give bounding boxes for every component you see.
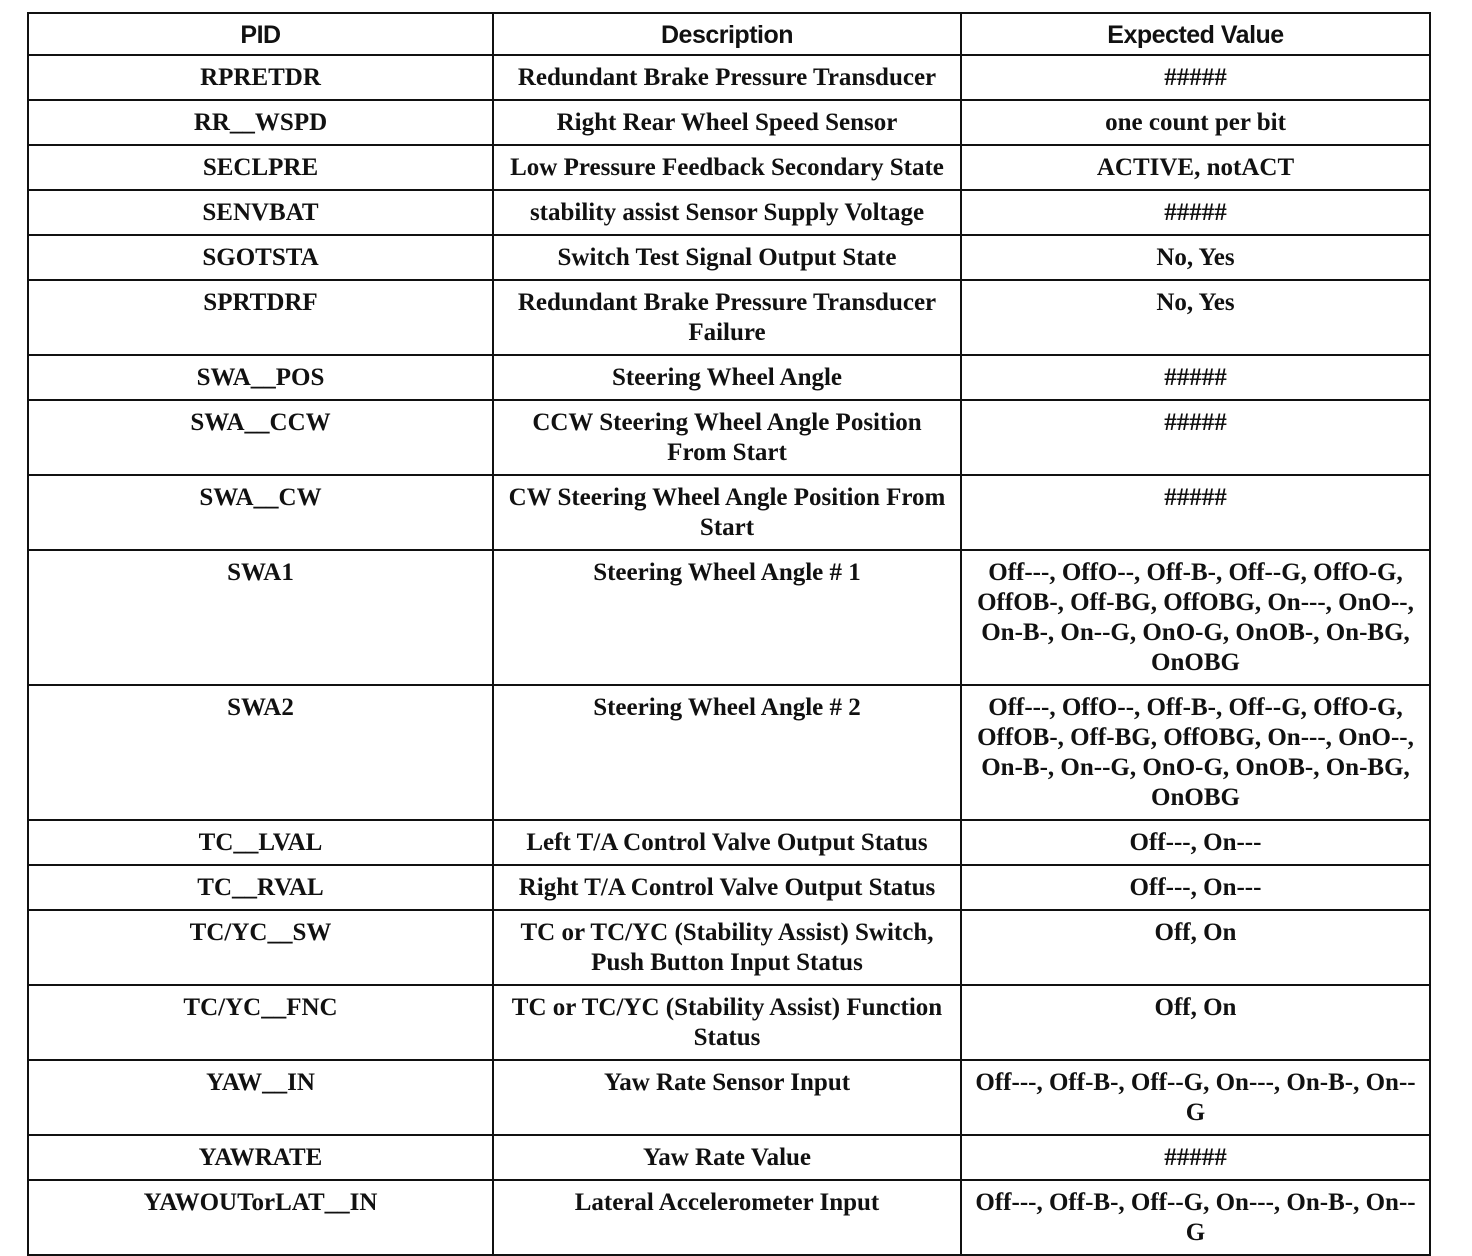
description-cell: Right T/A Control Valve Output Status	[493, 865, 961, 910]
table-row	[28, 1135, 1430, 1180]
expected-value-cell: #####	[961, 55, 1430, 100]
table-row	[28, 685, 1430, 820]
expected-value-cell: #####	[961, 475, 1430, 550]
pid-cell: SENVBAT	[28, 190, 493, 235]
expected-value-cell: Off---, Off-B-, Off--G, On---, On-B-, On--G	[961, 1180, 1430, 1255]
expected-value-cell: Off---, On---	[961, 820, 1430, 865]
description-cell: stability assist Sensor Supply Voltage	[493, 190, 961, 235]
description-cell: CW Steering Wheel Angle Position From Start	[493, 475, 961, 550]
expected-value-cell: Off---, OffO--, Off-B-, Off--G, OffO-G, OffOB-, Off-BG, OffOBG, On---, OnO--, On-B-, On--G, OnO-G, OnOB-, On-BG, OnOBG	[961, 550, 1430, 685]
pid-cell: RPRETDR	[28, 55, 493, 100]
table-row	[28, 100, 1430, 145]
table-row	[28, 55, 1430, 100]
table-row	[28, 985, 1430, 1060]
description-cell: Low Pressure Feedback Secondary State	[493, 145, 961, 190]
description-cell: Redundant Brake Pressure Transducer	[493, 55, 961, 100]
pid-cell: SWA1	[28, 550, 493, 685]
table-row	[28, 1180, 1430, 1255]
pid-cell: SWA__POS	[28, 355, 493, 400]
pid-cell: TC__RVAL	[28, 865, 493, 910]
expected-value-cell: No, Yes	[961, 235, 1430, 280]
header-expected-value: Expected Value	[961, 13, 1430, 55]
pid-cell: YAWOUTorLAT__IN	[28, 1180, 493, 1255]
expected-value-cell: Off---, Off-B-, Off--G, On---, On-B-, On--G	[961, 1060, 1430, 1135]
description-cell: TC or TC/YC (Stability Assist) Switch, Push Button Input Status	[493, 910, 961, 985]
description-cell: Yaw Rate Value	[493, 1135, 961, 1180]
pid-cell: SECLPRE	[28, 145, 493, 190]
header-row	[28, 13, 1430, 55]
description-cell: Switch Test Signal Output State	[493, 235, 961, 280]
pid-cell: SWA__CW	[28, 475, 493, 550]
table-row	[28, 190, 1430, 235]
description-cell: Steering Wheel Angle # 2	[493, 685, 961, 820]
pid-cell: YAW__IN	[28, 1060, 493, 1135]
table-row	[28, 910, 1430, 985]
pid-cell: SWA2	[28, 685, 493, 820]
table-row	[28, 550, 1430, 685]
table-row	[28, 865, 1430, 910]
table-row	[28, 145, 1430, 190]
expected-value-cell: Off---, OffO--, Off-B-, Off--G, OffO-G, OffOB-, Off-BG, OffOBG, On---, OnO--, On-B-, On--G, OnO-G, OnOB-, On-BG, OnOBG	[961, 685, 1430, 820]
description-cell: Left T/A Control Valve Output Status	[493, 820, 961, 865]
expected-value-cell: #####	[961, 400, 1430, 475]
description-cell: Yaw Rate Sensor Input	[493, 1060, 961, 1135]
table-row	[28, 355, 1430, 400]
expected-value-cell: Off---, On---	[961, 865, 1430, 910]
table-row	[28, 280, 1430, 355]
table-body	[28, 55, 1430, 1255]
table-row	[28, 820, 1430, 865]
description-cell: Redundant Brake Pressure Transducer Failure	[493, 280, 961, 355]
description-cell: Steering Wheel Angle # 1	[493, 550, 961, 685]
table-row	[28, 235, 1430, 280]
table-row	[28, 400, 1430, 475]
pid-table	[27, 12, 1431, 1256]
pid-cell: RR__WSPD	[28, 100, 493, 145]
table-header	[28, 13, 1430, 55]
expected-value-cell: #####	[961, 355, 1430, 400]
expected-value-cell: No, Yes	[961, 280, 1430, 355]
description-cell: Steering Wheel Angle	[493, 355, 961, 400]
header-pid: PID	[28, 13, 493, 55]
pid-cell: TC/YC__FNC	[28, 985, 493, 1060]
table-row	[28, 1060, 1430, 1135]
description-cell: Right Rear Wheel Speed Sensor	[493, 100, 961, 145]
description-cell: Lateral Accelerometer Input	[493, 1180, 961, 1255]
expected-value-cell: Off, On	[961, 910, 1430, 985]
expected-value-cell: one count per bit	[961, 100, 1430, 145]
expected-value-cell: #####	[961, 190, 1430, 235]
description-cell: CCW Steering Wheel Angle Position From Start	[493, 400, 961, 475]
pid-cell: SPRTDRF	[28, 280, 493, 355]
expected-value-cell: Off, On	[961, 985, 1430, 1060]
expected-value-cell: #####	[961, 1135, 1430, 1180]
pid-cell: SGOTSTA	[28, 235, 493, 280]
pid-cell: YAWRATE	[28, 1135, 493, 1180]
pid-cell: TC__LVAL	[28, 820, 493, 865]
expected-value-cell: ACTIVE, notACT	[961, 145, 1430, 190]
header-description: Description	[493, 13, 961, 55]
table-row	[28, 475, 1430, 550]
pid-cell: TC/YC__SW	[28, 910, 493, 985]
description-cell: TC or TC/YC (Stability Assist) Function Status	[493, 985, 961, 1060]
pid-cell: SWA__CCW	[28, 400, 493, 475]
